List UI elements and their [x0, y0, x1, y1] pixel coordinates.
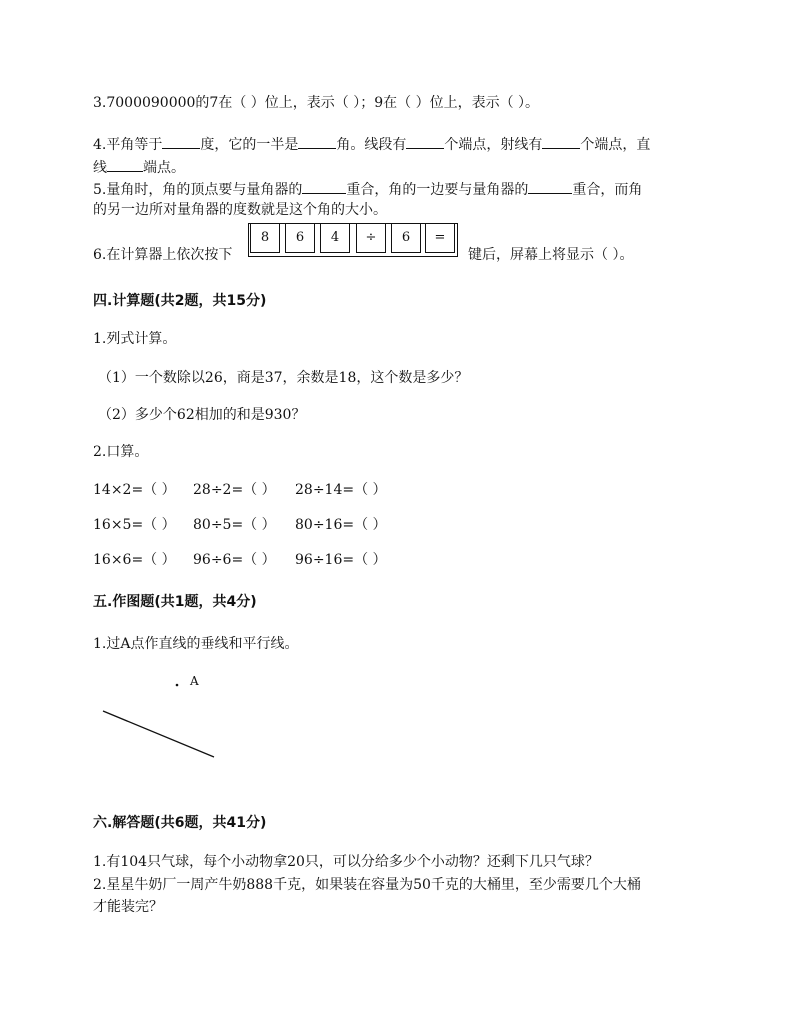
point-a-label: A: [190, 674, 199, 688]
blank[interactable]: [542, 134, 580, 149]
given-line: [103, 711, 214, 757]
blank[interactable]: [162, 134, 200, 149]
question-5-line-2: 的另一边所对量角器的度数就是这个角的大小。: [93, 202, 387, 218]
drawing-area: [90, 665, 230, 765]
calc-key[interactable]: =: [425, 223, 455, 253]
oral-calc-item: 14×2=（ ）: [93, 482, 176, 498]
oral-calc-item: 96÷16=（ ）: [295, 552, 387, 568]
oral-calc-item: 80÷16=（ ）: [295, 517, 387, 533]
calc-key[interactable]: 6: [391, 223, 421, 253]
calc-key[interactable]: 4: [320, 223, 350, 253]
oral-calc-item: 80÷5=（ ）: [193, 517, 276, 533]
section-4-q1a: （1）一个数除以26，商是37，余数是18，这个数是多少？: [98, 370, 469, 386]
question-4-line-2: 线 端点。: [93, 157, 185, 177]
oral-calc-item: 16×6=（ ）: [93, 552, 176, 568]
question-3: 3.7000090000的7在（ ）位上，表示（ ）；9在（ ）位上，表示（ ）。: [93, 95, 540, 111]
section-4-q1b: （2）多少个62相加的和是930？: [98, 407, 306, 423]
oral-calc-item: 16×5=（ ）: [93, 517, 176, 533]
blank[interactable]: [302, 179, 346, 194]
section-4-heading: 四.计算题(共2题，共15分): [93, 293, 267, 309]
section-6-q2-line-2: 才能装完？: [93, 899, 163, 915]
section-6-q1: 1.有104只气球，每个小动物拿20只，可以分给多少个小动物？还剩下几只气球？: [93, 854, 599, 870]
calc-key[interactable]: ÷: [356, 223, 386, 253]
blank[interactable]: [406, 134, 444, 149]
calculator-keys: [248, 223, 458, 257]
question-6-before: 6.在计算器上依次按下: [93, 247, 233, 263]
section-5-q1: 1.过A点作直线的垂线和平行线。: [93, 636, 299, 652]
blank[interactable]: [298, 134, 336, 149]
section-6-heading: 六.解答题(共6题，共41分): [93, 815, 267, 831]
point-a: [176, 684, 179, 687]
calc-key[interactable]: 6: [285, 223, 315, 253]
calc-key[interactable]: 8: [250, 223, 280, 253]
oral-calc-item: 28÷14=（ ）: [295, 482, 387, 498]
question-5-line-1: 5.量角时，角的顶点要与量角器的 重合，角的一边要与量角器的 重合，而角: [93, 179, 642, 199]
section-4-q2: 2.口算。: [93, 444, 149, 460]
question-4-line-1: 4.平角等于 度，它的一半是 角。线段有 个端点，射线有 个端点，直: [93, 134, 650, 154]
section-5-heading: 五.作图题(共1题，共4分): [93, 594, 257, 610]
blank[interactable]: [107, 157, 143, 172]
section-4-q1: 1.列式计算。: [93, 331, 177, 347]
oral-calc-item: 96÷6=（ ）: [193, 552, 276, 568]
oral-calc-item: 28÷2=（ ）: [193, 482, 276, 498]
section-6-q2-line-1: 2.星星牛奶厂一周产牛奶888千克，如果装在容量为50千克的大桶里，至少需要几个大桶: [93, 877, 641, 893]
question-6-after: 键后，屏幕上将显示（ ）。: [468, 247, 634, 263]
blank[interactable]: [528, 179, 572, 194]
